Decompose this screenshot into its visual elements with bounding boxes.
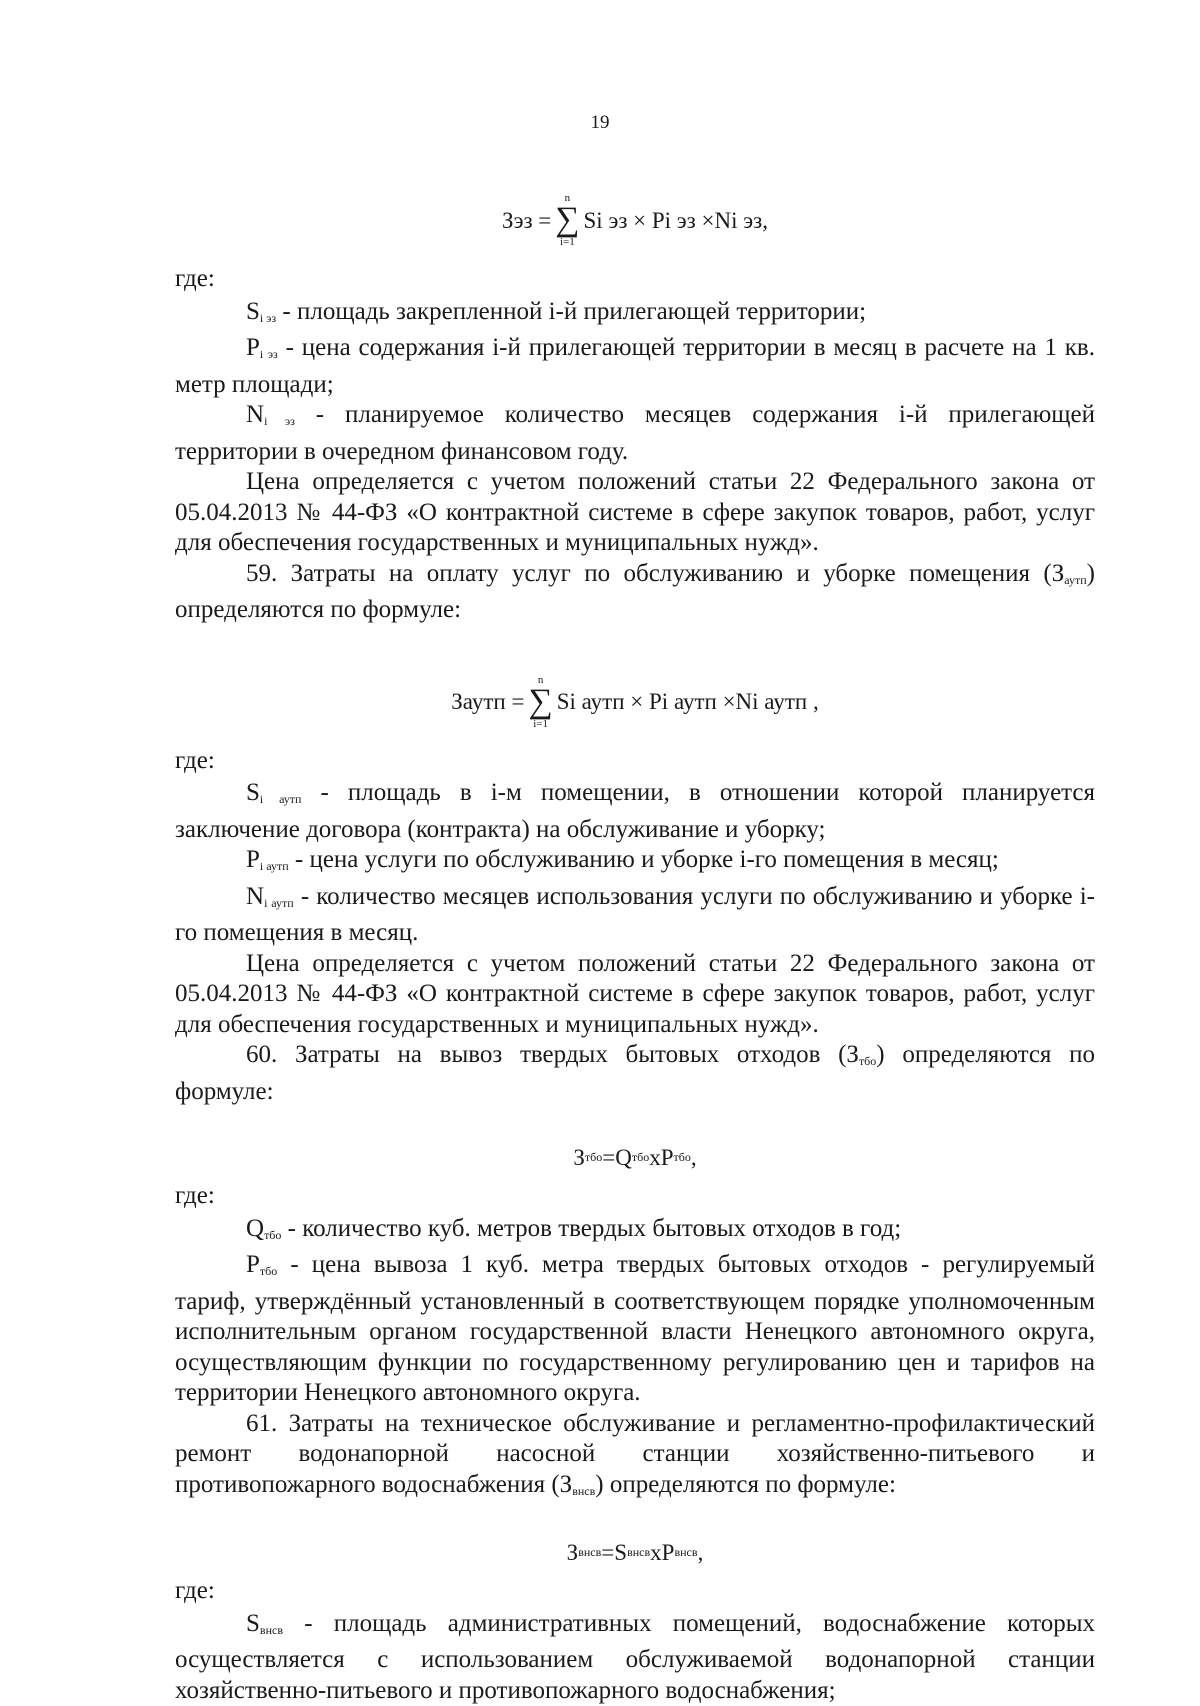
document-body: [175, 180, 1095, 1706]
where-label: где:: [175, 264, 1095, 295]
where-label: где:: [175, 1181, 1095, 1212]
formula-lhs: Заутп: [451, 690, 505, 713]
definition-q-tbo: $Q_{тбо}$ - количество куб. метров твердых бытовых отходов в год;: [175, 1214, 1095, 1251]
formula-tbo: З тбо = Q тбо x P тбо ,: [175, 1137, 1095, 1177]
definition-s-ez: $S_{i эз}$ - площадь закрепленной i-й прилегающей территории;: [175, 297, 1095, 334]
formula-rhs: Si эз × Pi эз ×Ni эз,: [584, 209, 768, 232]
where-label: где:: [175, 1576, 1095, 1607]
sum-symbol: n ∑ i=1: [555, 192, 579, 248]
formula-zez: Зэз = n ∑ i=1 Si эз × Pi эз ×Ni эз,: [175, 180, 1095, 260]
definition-p-tbo: $P_{тбо}$ - цена вывоза 1 куб. метра твердых бытовых отходов - регулируемый тариф, утверждённый установленный в соответствующем порядке уполномоченным исполнительным органом государственной власти Ненецкого автономного округа, осуществляющим функции по государственному регулированию цен и тарифов на территории Ненецкого автономного округа.: [175, 1250, 1095, 1409]
definition-s-autp: $S_{i аутп}$ - площадь в i-м помещении, в отношении которой планируется заключение договора (контракта) на обслуживание и уборку;: [175, 778, 1095, 845]
definition-p-ez: $P_{i эз}$ - цена содержания i-й прилегающей территории в месяц в расчете на 1 кв. метр площади;: [175, 333, 1095, 400]
item-59: 59. Затраты на оплату услуг по обслуживанию и уборке помещения $(З_{аутп})$ определяются по формуле:: [175, 559, 1095, 626]
formula-rhs: Si аутп × Pi аутп ×Ni аутп ,: [557, 690, 819, 713]
formula-lhs: Зэз: [502, 209, 532, 232]
where-label: где:: [175, 746, 1095, 777]
page-number: 19: [0, 112, 1200, 134]
formula-autp: Заутп = n ∑ i=1 Si аутп × Pi аутп ×Ni аутп ,: [175, 662, 1095, 742]
definition-s-vnsv: $S_{внсв}$ - площадь административных помещений, водоснабжение которых осуществляется с использованием обслуживаемой водонапорной станции хозяйственно-питьевого и противопожарного водоснабжения;: [175, 1609, 1095, 1706]
formula-vnsv: З внсв = S внсв x P внсв ,: [175, 1532, 1095, 1572]
price-note-1: Цена определяется с учетом положений статьи 22 Федерального закона от 05.04.2013 № 44-ФЗ «О контрактной системе в сфере закупок товаров, работ, услуг для обеспечения государственных и муниципальных нужд».: [175, 467, 1095, 559]
sum-symbol: n ∑ i=1: [528, 674, 552, 730]
definition-n-ez: $N_{i эз}$ - планируемое количество месяцев содержания i-й прилегающей территории в очередном финансовом году.: [175, 400, 1095, 467]
definition-p-autp: $P_{i аутп}$ - цена услуги по обслуживанию и уборке i-го помещения в месяц;: [175, 845, 1095, 882]
item-60: 60. Затраты на вывоз твердых бытовых отходов $(З_{тбо})$ определяются по формуле:: [175, 1040, 1095, 1107]
price-note-2: Цена определяется с учетом положений статьи 22 Федерального закона от 05.04.2013 № 44-ФЗ «О контрактной системе в сфере закупок товаров, работ, услуг для обеспечения государственных и муниципальных нужд».: [175, 949, 1095, 1041]
item-61: 61. Затраты на техническое обслуживание и регламентно-профилактический ремонт водонапорной насосной станции хозяйственно-питьевого и противопожарного водоснабжения $(З_{внсв})$ определяются по формуле:: [175, 1409, 1095, 1507]
definition-n-autp: $N_{i аутп}$ - количество месяцев использования услуги по обслуживанию и уборке i-го помещения в месяц.: [175, 882, 1095, 949]
